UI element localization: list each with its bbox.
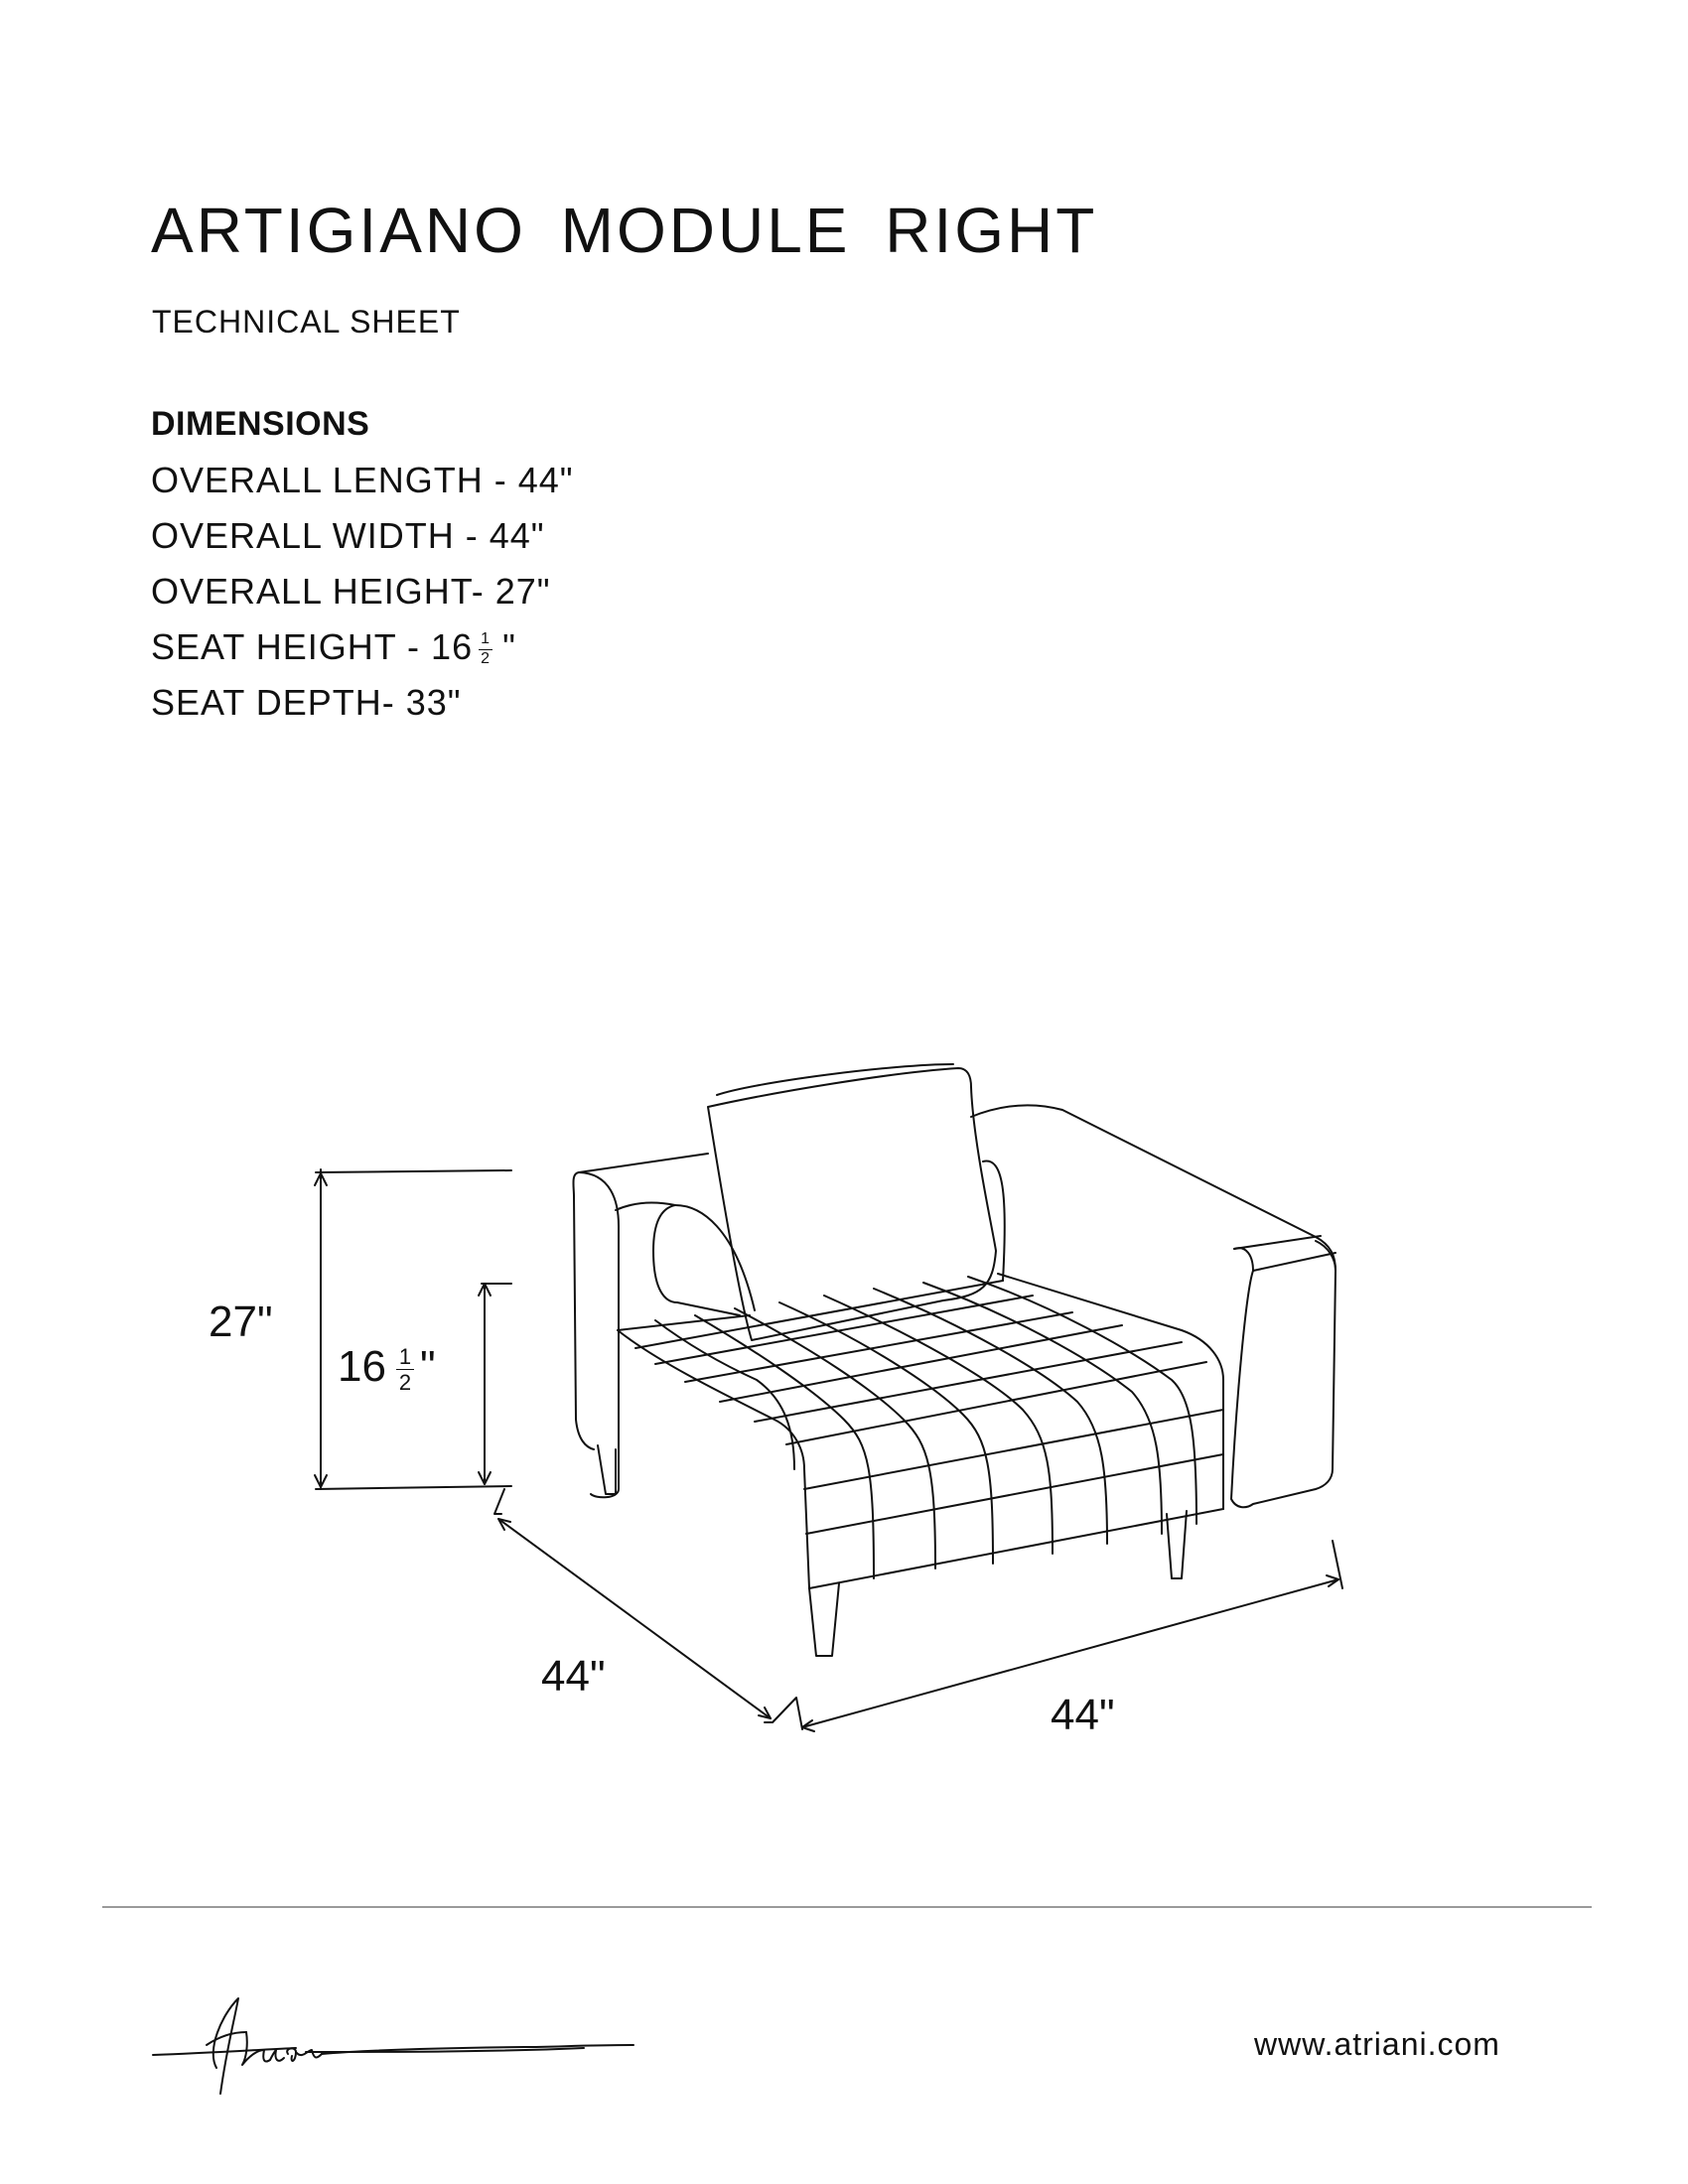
overall-width: OVERALL WIDTH - 44" (151, 515, 545, 556)
height-dimension-lines (315, 1169, 511, 1489)
fraction-denominator: 2 (481, 649, 492, 667)
atriani-logo (147, 1990, 643, 2100)
fraction-numerator: 1 (481, 630, 492, 648)
footer-divider (102, 1906, 1592, 1908)
label-fraction-numerator: 1 (398, 1344, 412, 1369)
dimensions-section (151, 407, 574, 731)
sofa-outline (573, 1064, 1336, 1656)
seat-height-unit: " (502, 626, 516, 667)
seat-height (151, 619, 574, 675)
page-subtitle: TECHNICAL SHEET (152, 304, 461, 340)
page-title: ARTIGIANO MODULE RIGHT (151, 195, 1098, 266)
width-dimension-label: 44" (1051, 1691, 1115, 1739)
overall-length: OVERALL LENGTH - 44" (151, 460, 574, 500)
seat-height-fraction (479, 631, 492, 668)
dimensions-heading: DIMENSIONS (151, 405, 370, 443)
seat-height-dimension-label (338, 1342, 436, 1396)
depth-dimension-label: 44" (541, 1652, 606, 1701)
height-dimension-label: 27" (209, 1297, 273, 1346)
sofa-module-drawing (0, 1042, 1688, 1757)
label-fraction-denominator: 2 (398, 1370, 412, 1396)
seat-height-label-unit: " (419, 1342, 436, 1392)
seat-height-text: SEAT HEIGHT - 16 (151, 626, 474, 667)
seat-depth: SEAT DEPTH- 33" (151, 682, 462, 723)
seat-height-label-fraction (396, 1345, 414, 1394)
website-link[interactable]: www.atriani.com (1254, 2026, 1500, 2062)
overall-height: OVERALL HEIGHT- 27" (151, 571, 551, 612)
seat-height-label-whole: 16 (338, 1342, 386, 1392)
